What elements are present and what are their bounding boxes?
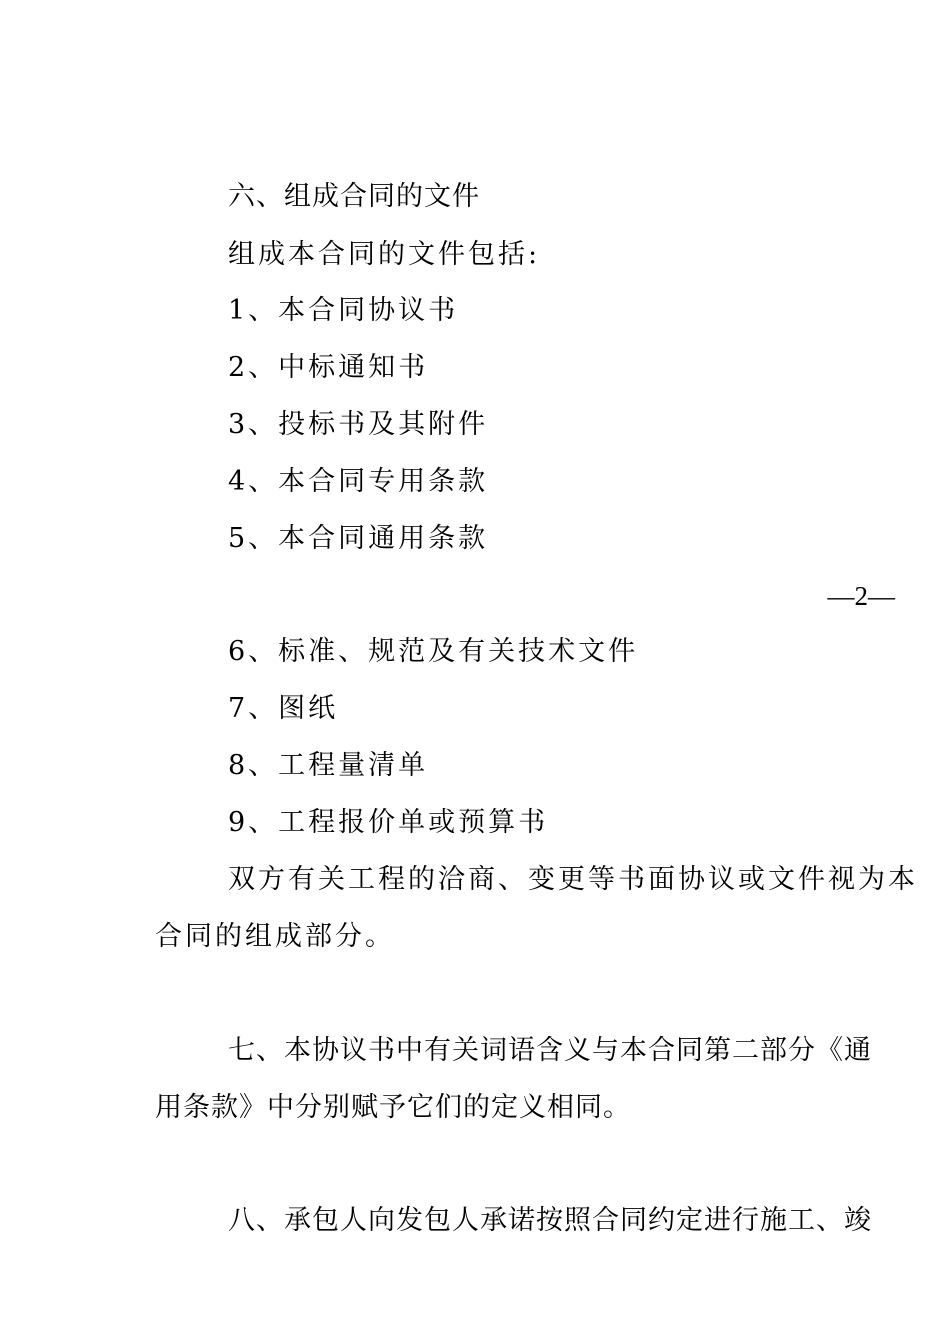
section-6-heading: 六、组成合同的文件 bbox=[228, 181, 480, 212]
list-item: 7、图纸 bbox=[228, 693, 339, 724]
list-item: 6、标准、规范及有关技术文件 bbox=[228, 636, 639, 667]
list-item: 5、本合同通用条款 bbox=[228, 523, 489, 554]
section-7-line-1: 七、本协议书中有关词语含义与本合同第二部分《通 bbox=[228, 1035, 872, 1066]
list-item: 3、投标书及其附件 bbox=[228, 409, 489, 440]
list-item: 4、本合同专用条款 bbox=[228, 466, 489, 497]
section-7-line-2: 用条款》中分别赋予它们的定义相同。 bbox=[155, 1092, 631, 1123]
section-8-line-1: 八、承包人向发包人承诺按照合同约定进行施工、竣 bbox=[228, 1205, 872, 1236]
section-6-closing-line-2: 合同的组成部分。 bbox=[155, 921, 395, 952]
list-item: 8、工程量清单 bbox=[228, 750, 429, 781]
page-number: —2— bbox=[827, 581, 895, 611]
section-6-closing-line-1: 双方有关工程的洽商、变更等书面协议或文件视为本 bbox=[228, 864, 918, 895]
list-item: 1、本合同协议书 bbox=[228, 295, 459, 326]
list-item: 2、中标通知书 bbox=[228, 352, 429, 383]
list-item: 9、工程报价单或预算书 bbox=[228, 807, 549, 838]
section-6-intro: 组成本合同的文件包括: bbox=[228, 239, 541, 270]
